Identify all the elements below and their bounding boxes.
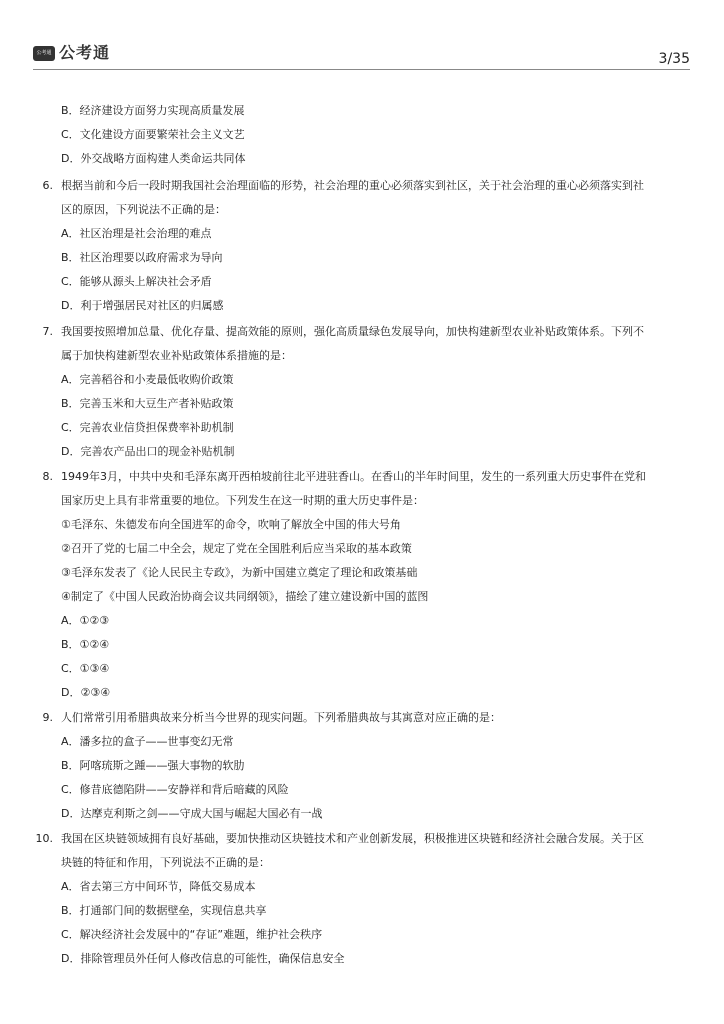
question-number: 7. xyxy=(42,325,53,338)
page-header xyxy=(0,0,724,70)
question-stem-line: 1949年3月，中共中央和毛泽东离开西柏坡前往北平进驻香山。在香山的半年时间里，发生的一系列重大历史事件在党和 xyxy=(61,470,646,483)
option-c: C．完善农业信贷担保费率补助机制 xyxy=(61,421,234,434)
question-number: 6. xyxy=(42,179,53,192)
option-d: D．②③④ xyxy=(61,686,111,699)
option-d: D．排除管理员外任何人修改信息的可能性，确保信息安全 xyxy=(61,952,345,965)
option-c: C．解决经济社会发展中的“存证”难题，维护社会秩序 xyxy=(61,928,323,941)
question-number: 10. xyxy=(35,832,53,845)
option-c: C．①③④ xyxy=(61,662,110,675)
question-number: 8. xyxy=(42,470,53,483)
option-d: D．完善农产品出口的现金补贴机制 xyxy=(61,445,235,458)
option-c: C．修昔底德陷阱——安静祥和背后暗藏的风险 xyxy=(61,783,289,796)
page-number: 3/35 xyxy=(658,51,690,67)
option-b: B．①②④ xyxy=(61,638,110,651)
statement-item: ③毛泽东发表了《论人民民主专政》，为新中国建立奠定了理论和政策基础 xyxy=(61,566,418,579)
question-stem-line: 我国要按照增加总量、优化存量、提高效能的原则，强化高质量绿色发展导向，加快构建新型农业补贴政策体系。下列不 xyxy=(61,325,644,338)
question-stem-line: 属于加快构建新型农业补贴政策体系措施的是： xyxy=(61,349,292,362)
question-stem-line: 我国在区块链领域拥有良好基础，要加快推动区块链技术和产业创新发展，积极推进区块链和经济社会融合发展。关于区 xyxy=(61,832,644,845)
question-stem-line: 人们常常引用希腊典故来分析当今世界的现实问题。下列希腊典故与其寓意对应正确的是： xyxy=(61,711,501,724)
option-b: B．完善玉米和大豆生产者补贴政策 xyxy=(61,397,234,410)
option-b: B．打通部门间的数据壁垒，实现信息共享 xyxy=(61,904,267,917)
question-stem-line: 块链的特征和作用，下列说法不正确的是： xyxy=(61,856,270,869)
question-number: 9. xyxy=(42,711,53,724)
option-d: D．达摩克利斯之剑——守成大国与崛起大国必有一战 xyxy=(61,807,323,820)
option-d: D．利于增强居民对社区的归属感 xyxy=(61,299,224,312)
option-b-q5: B．经济建设方面努力实现高质量发展 xyxy=(61,104,245,117)
header-divider xyxy=(33,69,690,70)
question-stem-line: 国家历史上具有非常重要的地位。下列发生在这一时期的重大历史事件是： xyxy=(61,494,424,507)
brand-logo-icon: 公考通 xyxy=(33,46,55,61)
question-stem-line: 根据当前和今后一段时期我国社会治理面临的形势，社会治理的重心必须落实到社区，关于社会治理的重心必须落实到社 xyxy=(61,179,644,192)
option-b: B．阿喀琉斯之踵——强大事物的软肋 xyxy=(61,759,245,772)
option-a: A．完善稻谷和小麦最低收购价政策 xyxy=(61,373,234,386)
option-a: A．①②③ xyxy=(61,614,110,627)
statement-item: ④制定了《中国人民政治协商会议共同纲领》，描绘了建立建设新中国的蓝图 xyxy=(61,590,429,603)
option-b: B．社区治理要以政府需求为导向 xyxy=(61,251,223,264)
option-a: A．省去第三方中间环节，降低交易成本 xyxy=(61,880,256,893)
question-stem-line: 区的原因，下列说法不正确的是： xyxy=(61,203,226,216)
option-a: A．潘多拉的盒子——世事变幻无常 xyxy=(61,735,234,748)
statement-item: ②召开了党的七届二中全会，规定了党在全国胜利后应当采取的基本政策 xyxy=(61,542,412,555)
option-c-q5: C．文化建设方面要繁荣社会主义文艺 xyxy=(61,128,245,141)
option-a: A．社区治理是社会治理的难点 xyxy=(61,227,212,240)
brand-name: 公考通 xyxy=(59,43,111,62)
option-c: C．能够从源头上解决社会矛盾 xyxy=(61,275,212,288)
statement-item: ①毛泽东、朱德发布向全国进军的命令，吹响了解放全中国的伟大号角 xyxy=(61,518,401,531)
option-d-q5: D．外交战略方面构建人类命运共同体 xyxy=(61,152,246,165)
